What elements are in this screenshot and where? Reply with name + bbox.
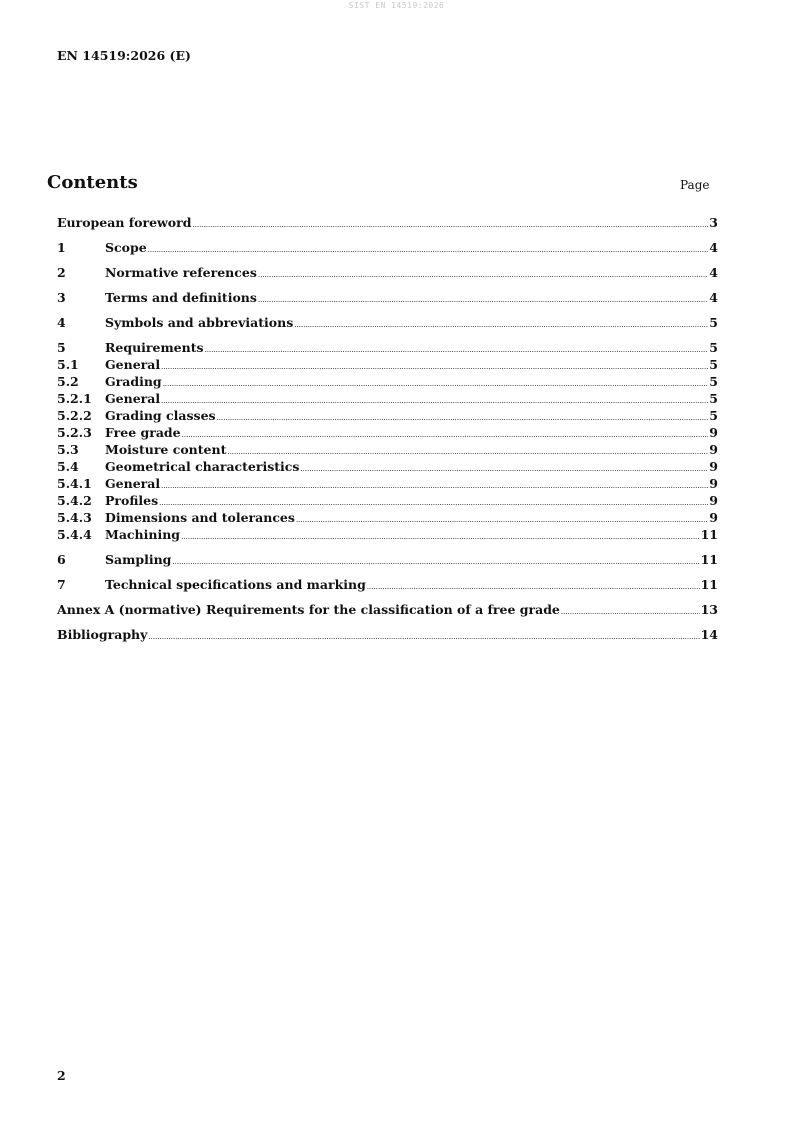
toc-entry-number: 5.4.2 — [57, 493, 92, 508]
toc-dot-leader — [294, 314, 708, 334]
toc-entry[interactable] — [57, 475, 718, 492]
document-id: EN 14519:2026 (E) — [57, 48, 191, 63]
toc-entry-title: Profiles — [105, 493, 159, 508]
toc-entry-page: 9 — [709, 425, 718, 440]
toc-entry[interactable] — [57, 390, 718, 407]
toc-entry-title: General — [105, 476, 161, 491]
contents-heading: Contents — [47, 172, 138, 193]
toc-entry-title: Moisture content — [105, 442, 227, 457]
toc-entry-number: 5.1 — [57, 357, 79, 372]
toc-entry[interactable] — [57, 356, 718, 373]
toc-dot-leader — [172, 551, 699, 571]
toc-entry-title: Scope — [105, 240, 147, 255]
toc-entry-number: 5 — [57, 340, 66, 355]
toc-entry-page: 4 — [709, 240, 718, 255]
toc-entry-title: Geometrical characteristics — [105, 459, 300, 474]
toc-entry-page: 4 — [709, 290, 718, 305]
toc-entry-number: 7 — [57, 577, 66, 592]
toc-entry-page: 11 — [700, 527, 718, 542]
toc-entry[interactable] — [57, 626, 718, 643]
toc-entry-page: 11 — [700, 552, 718, 567]
toc-entry-page: 5 — [709, 391, 718, 406]
toc-entry-number: 5.4.4 — [57, 527, 92, 542]
toc-dot-leader — [367, 576, 700, 596]
toc-entry[interactable] — [57, 492, 718, 509]
toc-entry-page: 13 — [700, 602, 718, 617]
toc-entry-title: Dimensions and tolerances — [105, 510, 295, 525]
toc-dot-leader — [148, 239, 709, 259]
toc-entry-number: 4 — [57, 315, 66, 330]
toc-entry-title: General — [105, 391, 161, 406]
toc-dot-leader — [258, 289, 708, 309]
toc-entry-number: 1 — [57, 240, 66, 255]
toc-dot-leader — [192, 214, 708, 234]
toc-entry-number: 5.3 — [57, 442, 79, 457]
toc-entry-title: Annex A (normative) Requirements for the classification of a free grade — [57, 602, 560, 617]
toc-entry-page: 5 — [709, 357, 718, 372]
toc-entry-page: 9 — [709, 459, 718, 474]
toc-entry[interactable] — [57, 314, 718, 331]
toc-entry-number: 5.4.1 — [57, 476, 92, 491]
toc-entry[interactable] — [57, 407, 718, 424]
toc-entry-page: 9 — [709, 493, 718, 508]
toc-entry[interactable] — [57, 458, 718, 475]
toc-dot-leader — [561, 601, 700, 621]
toc-entry[interactable] — [57, 239, 718, 256]
toc-entry-page: 5 — [709, 408, 718, 423]
toc-dot-leader — [258, 264, 708, 284]
toc-entry-page: 9 — [709, 476, 718, 491]
toc-entry-number: 2 — [57, 265, 66, 280]
toc-entry-page: 5 — [709, 315, 718, 330]
toc-entry-number: 5.2.1 — [57, 391, 92, 406]
toc-entry-title: Symbols and abbreviations — [105, 315, 294, 330]
toc-entry-page: 9 — [709, 442, 718, 457]
toc-entry-page: 9 — [709, 510, 718, 525]
toc-entry[interactable] — [57, 551, 718, 568]
toc-dot-leader — [148, 626, 699, 646]
toc-entry-title: Technical specifications and marking — [105, 577, 366, 592]
toc-entry-number: 3 — [57, 290, 66, 305]
toc-entry[interactable] — [57, 576, 718, 593]
toc-entry[interactable] — [57, 526, 718, 543]
page-column-heading: Page — [680, 178, 710, 192]
toc-entry-title: Bibliography — [57, 627, 148, 642]
toc-entry-number: 5.2.2 — [57, 408, 92, 423]
toc-entry-title: Requirements — [105, 340, 204, 355]
toc-entry[interactable] — [57, 339, 718, 356]
toc-entry-number: 5.2.3 — [57, 425, 92, 440]
toc-entry-page: 5 — [709, 340, 718, 355]
toc-entry-title: Sampling — [105, 552, 172, 567]
toc-entry[interactable] — [57, 601, 718, 618]
toc-entry-title: Grading classes — [105, 408, 216, 423]
toc-entry-page: 4 — [709, 265, 718, 280]
toc-entry[interactable] — [57, 264, 718, 281]
toc-entry-number: 5.2 — [57, 374, 79, 389]
toc-dot-leader — [181, 526, 700, 546]
table-of-contents — [57, 214, 718, 643]
toc-entry-page: 3 — [709, 215, 718, 230]
toc-entry-number: 6 — [57, 552, 66, 567]
toc-entry-number: 5.4.3 — [57, 510, 92, 525]
toc-entry-title: Terms and definitions — [105, 290, 257, 305]
toc-entry-title: European foreword — [57, 215, 192, 230]
toc-entry[interactable] — [57, 424, 718, 441]
toc-entry-number: 5.4 — [57, 459, 79, 474]
toc-entry[interactable] — [57, 509, 718, 526]
toc-entry-page: 14 — [700, 627, 718, 642]
toc-entry-page: 11 — [700, 577, 718, 592]
toc-entry-title: Machining — [105, 527, 181, 542]
watermark: SIST EN 14519:2026 — [348, 1, 445, 10]
toc-entry-page: 5 — [709, 374, 718, 389]
toc-entry[interactable] — [57, 441, 718, 458]
toc-entry-title: General — [105, 357, 161, 372]
toc-entry-title: Grading — [105, 374, 162, 389]
toc-entry[interactable] — [57, 214, 718, 231]
toc-entry[interactable] — [57, 289, 718, 306]
page-number: 2 — [57, 1068, 66, 1083]
toc-entry-title: Free grade — [105, 425, 181, 440]
toc-entry-title: Normative references — [105, 265, 257, 280]
toc-entry[interactable] — [57, 373, 718, 390]
